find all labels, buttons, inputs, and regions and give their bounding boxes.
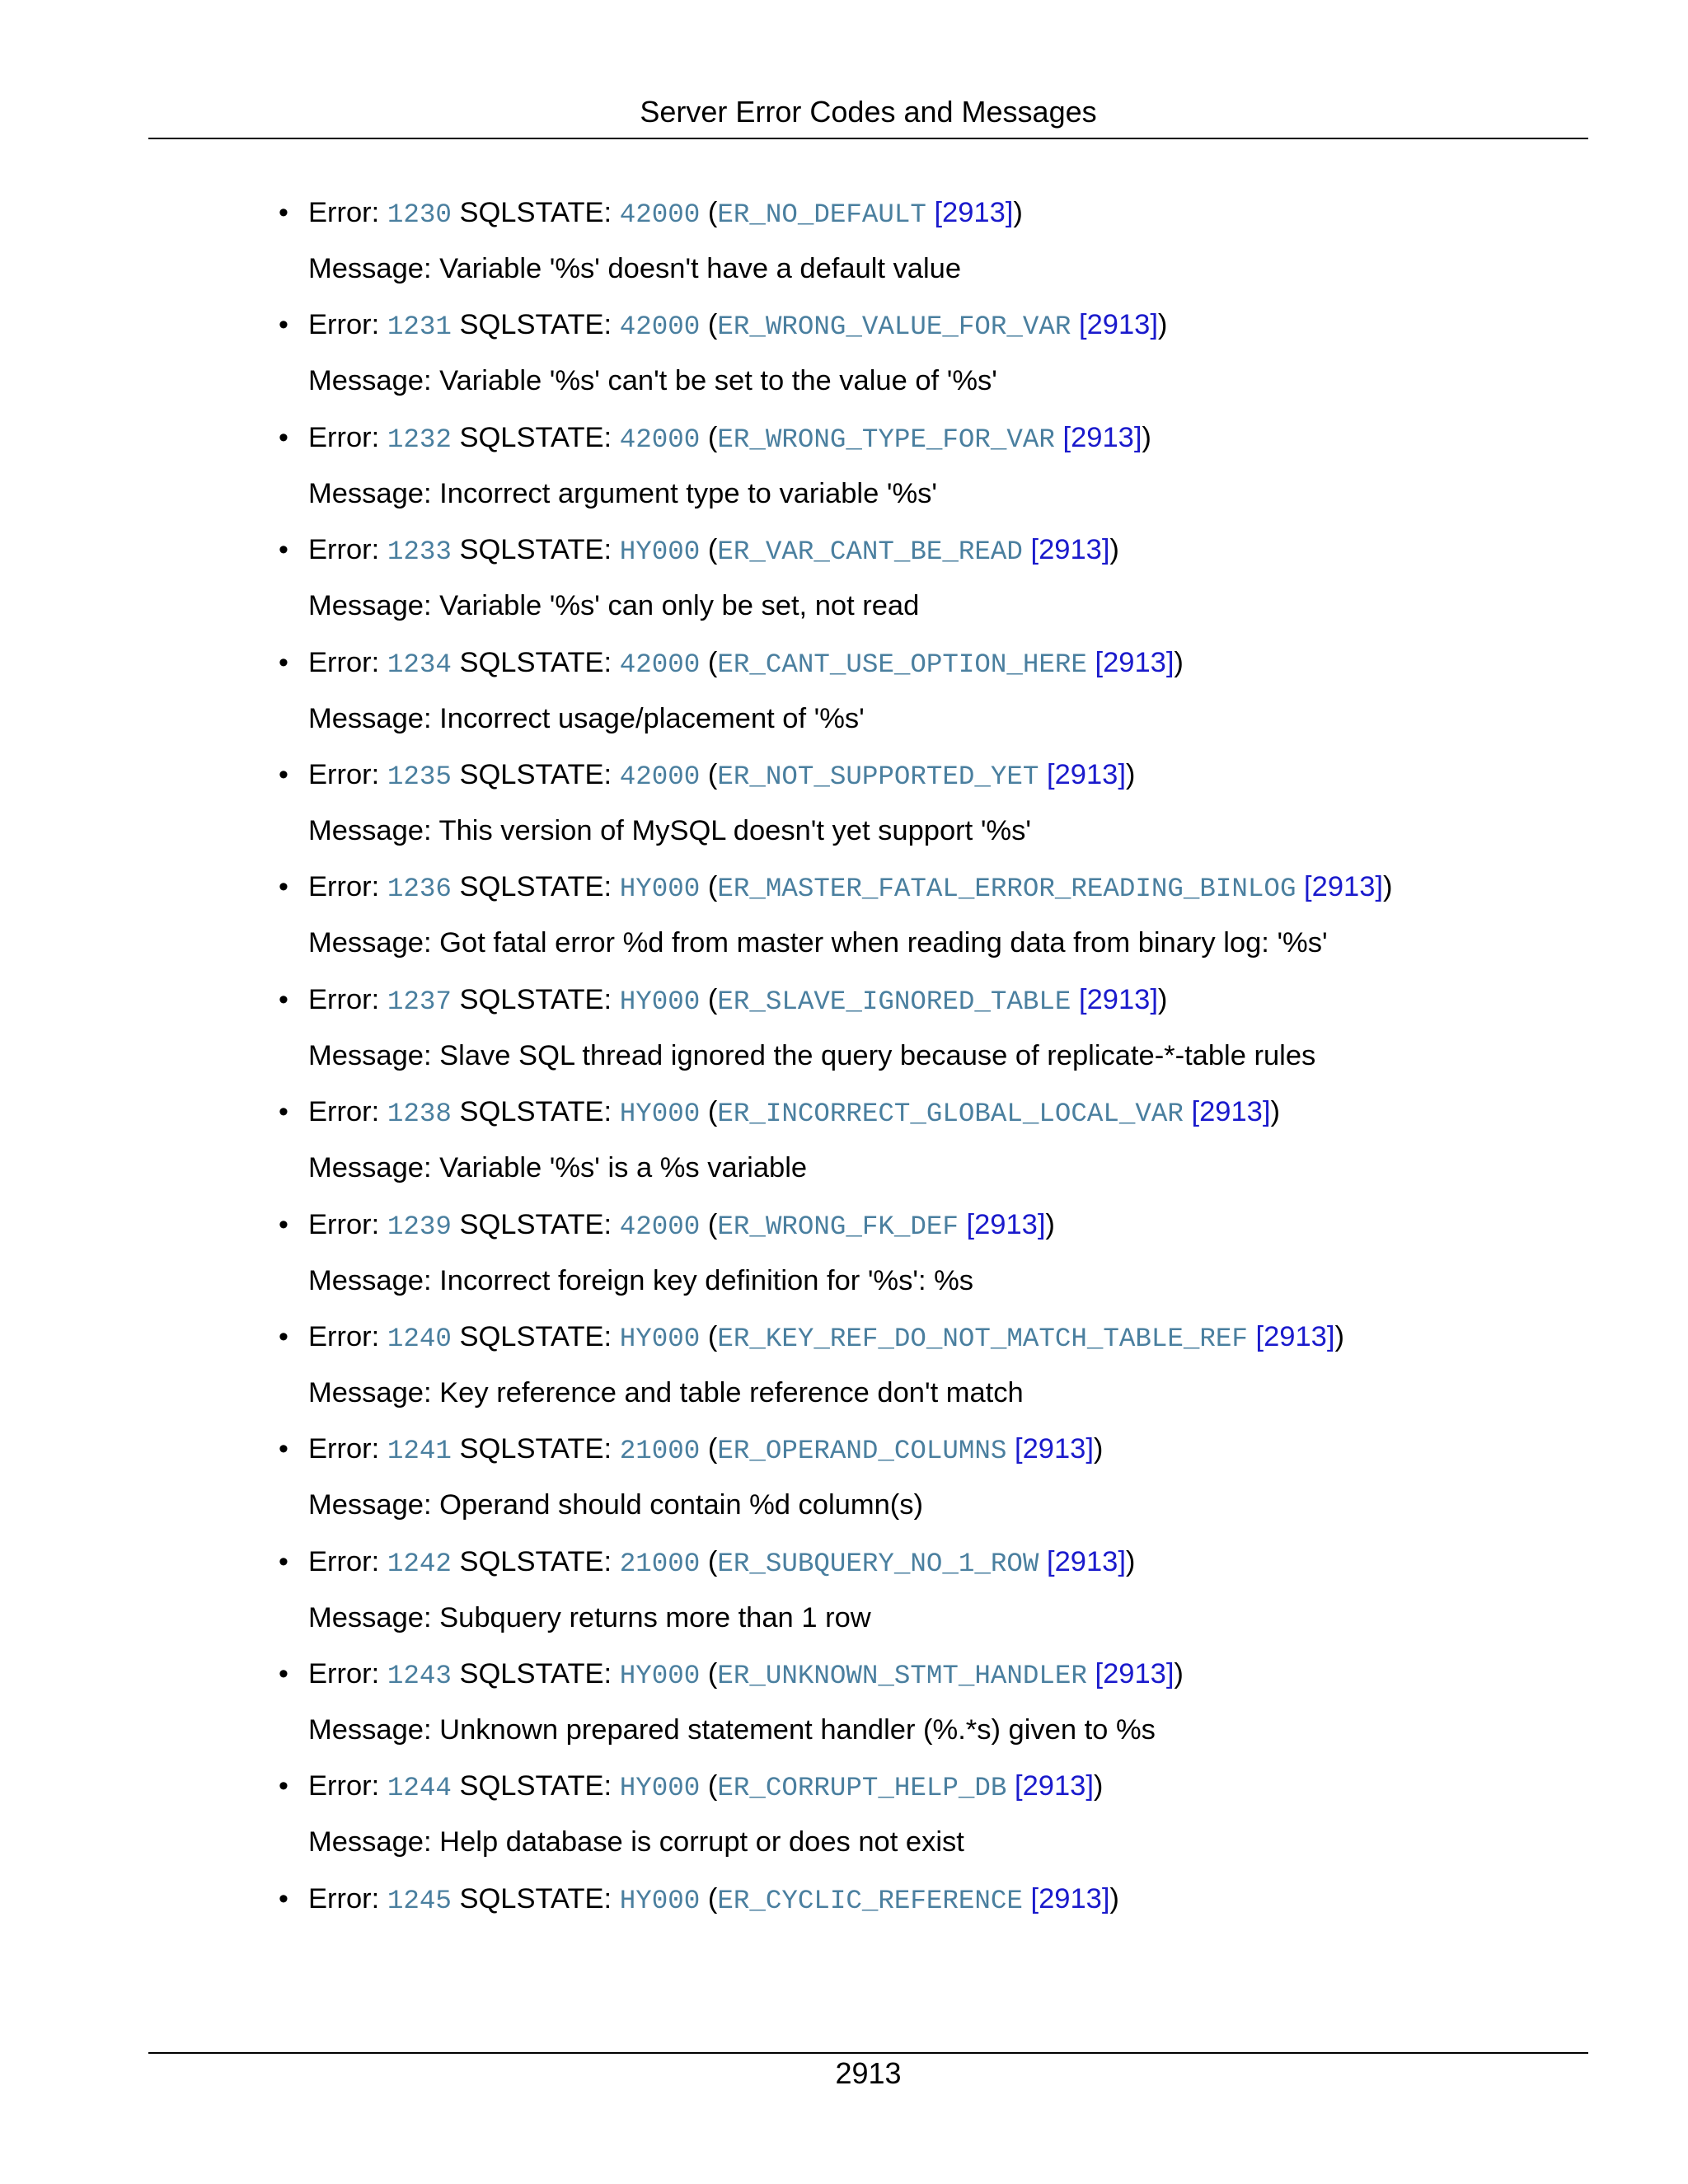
error-code[interactable]: 1235 [387, 761, 452, 792]
sqlstate-label: SQLSTATE: [451, 1433, 620, 1465]
page-reference-link[interactable]: [2913] [934, 197, 1014, 228]
sqlstate-code[interactable]: 42000 [619, 424, 701, 455]
message-line [308, 1146, 807, 1189]
message-text: This version of MySQL doesn't yet support '%s' [438, 814, 1031, 846]
page-reference-link[interactable]: [2913] [966, 1208, 1046, 1240]
error-line [308, 1540, 1135, 1586]
error-code[interactable]: 1245 [387, 1885, 452, 1916]
sqlstate-code[interactable]: HY000 [619, 1773, 701, 1804]
error-line [308, 191, 1023, 237]
error-line [308, 641, 1184, 687]
list-item [0, 191, 1688, 303]
close-paren: ) [1382, 871, 1393, 903]
list-item [0, 1652, 1688, 1765]
error-label: Error: [308, 309, 387, 341]
close-paren: ) [1125, 1545, 1136, 1577]
sqlstate-label: SQLSTATE: [451, 983, 620, 1015]
page-reference-link[interactable]: [2913] [1191, 1096, 1271, 1128]
message-line [308, 359, 997, 402]
page-reference-link[interactable]: [2913] [1255, 1320, 1335, 1352]
list-item [0, 1090, 1688, 1202]
page-reference-link[interactable]: [2913] [1062, 421, 1142, 453]
error-symbol-link[interactable]: ER_CANT_USE_OPTION_HERE [717, 649, 1087, 680]
error-line [308, 1203, 1055, 1249]
error-code[interactable]: 1238 [387, 1099, 452, 1130]
bullet-icon: • [279, 1545, 288, 1577]
error-line [308, 1090, 1280, 1136]
message-line [308, 1483, 923, 1526]
message-text: Slave SQL thread ignored the query because of replicate-*-table rules [439, 1039, 1316, 1071]
close-paren: ) [1109, 1882, 1119, 1915]
message-text: Unknown prepared statement handler (%.*s) given to %s [439, 1714, 1156, 1746]
sqlstate-label: SQLSTATE: [451, 534, 620, 566]
error-label: Error: [308, 1658, 387, 1690]
list-item [0, 416, 1688, 528]
error-label: Error: [308, 1545, 387, 1577]
error-line [308, 303, 1167, 349]
list-item [0, 641, 1688, 753]
error-code[interactable]: 1236 [387, 874, 452, 905]
open-paren: ( [700, 534, 718, 566]
error-label: Error: [308, 421, 387, 453]
error-symbol-link[interactable]: ER_NOT_SUPPORTED_YET [717, 761, 1039, 792]
error-line [308, 1765, 1103, 1810]
footer-rule [148, 2052, 1588, 2054]
message-label: Message: [308, 1264, 440, 1296]
error-symbol-link[interactable]: ER_CYCLIC_REFERENCE [717, 1885, 1023, 1916]
message-line [308, 1259, 973, 1302]
sqlstate-code[interactable]: 42000 [619, 1211, 701, 1242]
sqlstate-label: SQLSTATE: [451, 758, 620, 790]
message-text: Subquery returns more than 1 row [439, 1601, 871, 1633]
close-paren: ) [1045, 1208, 1055, 1240]
message-text: Key reference and table reference don't match [439, 1376, 1024, 1408]
message-label: Message: [308, 365, 440, 397]
list-item [0, 865, 1688, 977]
message-label: Message: [308, 1601, 440, 1633]
close-paren: ) [1093, 1433, 1104, 1465]
list-item [0, 753, 1688, 865]
error-symbol-link[interactable]: ER_SLAVE_IGNORED_TABLE [717, 986, 1071, 1017]
error-code[interactable]: 1232 [387, 424, 452, 455]
sqlstate-label: SQLSTATE: [451, 309, 620, 341]
close-paren: ) [1270, 1096, 1280, 1128]
bullet-icon: • [279, 871, 288, 903]
sqlstate-label: SQLSTATE: [451, 1096, 620, 1128]
message-label: Message: [308, 477, 440, 509]
message-line [308, 1034, 1315, 1077]
error-label: Error: [308, 1208, 387, 1240]
page-reference-link[interactable]: [2913] [1079, 983, 1158, 1015]
message-text: Variable '%s' can only be set, not read [439, 590, 920, 622]
sqlstate-code[interactable]: HY000 [619, 986, 701, 1017]
page-reference-link[interactable]: [2913] [1079, 309, 1158, 341]
sqlstate-label: SQLSTATE: [451, 421, 620, 453]
message-line [308, 1708, 1156, 1751]
close-paren: ) [1334, 1320, 1344, 1352]
error-line [308, 753, 1135, 799]
error-label: Error: [308, 1882, 387, 1915]
error-code[interactable]: 1241 [387, 1436, 452, 1467]
sqlstate-code[interactable]: HY000 [619, 1099, 701, 1130]
error-symbol-link[interactable]: ER_VAR_CANT_BE_READ [717, 537, 1023, 568]
error-symbol-link[interactable]: ER_KEY_REF_DO_NOT_MATCH_TABLE_REF [717, 1323, 1248, 1354]
bullet-icon: • [279, 1208, 288, 1240]
error-line [308, 1315, 1344, 1361]
sqlstate-label: SQLSTATE: [451, 197, 620, 228]
close-paren: ) [1157, 309, 1168, 341]
message-text: Got fatal error %d from master when reading data from binary log: '%s' [439, 927, 1328, 959]
sqlstate-code[interactable]: 21000 [619, 1548, 701, 1579]
sqlstate-code[interactable]: HY000 [619, 1885, 701, 1916]
page-reference-link[interactable]: [2913] [1030, 534, 1110, 566]
page-reference-link[interactable]: [2913] [1047, 1545, 1126, 1577]
error-line [308, 1877, 1119, 1923]
message-text: Variable '%s' is a %s variable [439, 1152, 808, 1184]
error-label: Error: [308, 1096, 387, 1128]
open-paren: ( [700, 646, 718, 678]
error-symbol-link[interactable]: ER_WRONG_TYPE_FOR_VAR [717, 424, 1055, 455]
list-item [0, 1540, 1688, 1652]
open-paren: ( [700, 1208, 718, 1240]
sqlstate-code[interactable]: HY000 [619, 874, 701, 905]
close-paren: ) [1174, 646, 1184, 678]
message-label: Message: [308, 1376, 440, 1408]
bullet-icon: • [279, 1096, 288, 1128]
message-label: Message: [308, 1714, 440, 1746]
message-text: Incorrect argument type to variable '%s' [439, 477, 937, 509]
error-code[interactable]: 1233 [387, 537, 452, 568]
close-paren: ) [1109, 534, 1119, 566]
bullet-icon: • [279, 534, 288, 566]
message-label: Message: [308, 253, 440, 284]
message-text: Variable '%s' doesn't have a default value [439, 253, 962, 284]
bullet-icon: • [279, 646, 288, 678]
message-line [308, 584, 919, 627]
open-paren: ( [700, 758, 718, 790]
sqlstate-label: SQLSTATE: [451, 1770, 620, 1802]
message-label: Message: [308, 814, 439, 846]
list-item [0, 1427, 1688, 1540]
error-line [308, 978, 1167, 1024]
message-label: Message: [308, 1826, 440, 1858]
bullet-icon: • [279, 1882, 288, 1915]
page-reference-link[interactable]: [2913] [1304, 871, 1383, 903]
page-number: 2913 [835, 2056, 902, 2090]
message-text: Incorrect foreign key definition for '%s': %s [439, 1264, 974, 1296]
message-text: Incorrect usage/placement of '%s' [439, 702, 865, 734]
message-label: Message: [308, 927, 440, 959]
bullet-icon: • [279, 1658, 288, 1690]
page-reference-link[interactable]: [2913] [1095, 1658, 1175, 1690]
message-label: Message: [308, 1039, 440, 1071]
sqlstate-label: SQLSTATE: [451, 1882, 620, 1915]
list-item [0, 1315, 1688, 1427]
error-symbol-link[interactable]: ER_OPERAND_COLUMNS [717, 1436, 1007, 1467]
list-item [0, 978, 1688, 1090]
error-symbol-link[interactable]: ER_MASTER_FATAL_ERROR_READING_BINLOG [717, 874, 1296, 905]
error-symbol-link[interactable]: ER_WRONG_VALUE_FOR_VAR [717, 312, 1071, 343]
message-label: Message: [308, 702, 440, 734]
sqlstate-code[interactable]: 21000 [619, 1436, 701, 1467]
error-label: Error: [308, 983, 387, 1015]
sqlstate-label: SQLSTATE: [451, 1208, 620, 1240]
open-paren: ( [700, 1433, 718, 1465]
error-code[interactable]: 1243 [387, 1661, 452, 1692]
sqlstate-code[interactable]: 42000 [619, 199, 701, 230]
page-reference-link[interactable]: [2913] [1014, 1770, 1094, 1802]
message-line [308, 921, 1328, 964]
error-line [308, 1652, 1184, 1698]
page-reference-link[interactable]: [2913] [1030, 1882, 1110, 1915]
error-symbol-link[interactable]: ER_NO_DEFAULT [717, 199, 926, 230]
error-line [308, 416, 1151, 462]
error-label: Error: [308, 1433, 387, 1465]
close-paren: ) [1093, 1770, 1104, 1802]
bullet-icon: • [279, 309, 288, 341]
list-item [0, 1877, 1688, 1990]
error-code[interactable]: 1240 [387, 1323, 452, 1354]
bullet-icon: • [279, 1320, 288, 1352]
message-label: Message: [308, 1489, 440, 1521]
sqlstate-label: SQLSTATE: [451, 1545, 620, 1577]
open-paren: ( [700, 1658, 718, 1690]
error-code[interactable]: 1237 [387, 986, 452, 1017]
close-paren: ) [1125, 758, 1136, 790]
error-label: Error: [308, 1320, 387, 1352]
header-rule [148, 138, 1588, 139]
message-line [308, 472, 937, 515]
error-symbol-link[interactable]: ER_WRONG_FK_DEF [717, 1211, 959, 1242]
error-symbol-link[interactable]: ER_INCORRECT_GLOBAL_LOCAL_VAR [717, 1099, 1184, 1130]
sqlstate-code[interactable]: HY000 [619, 1323, 701, 1354]
error-line [308, 865, 1392, 911]
list-item [0, 528, 1688, 640]
open-paren: ( [700, 309, 718, 341]
bullet-icon: • [279, 758, 288, 790]
list-item [0, 1203, 1688, 1315]
message-line [308, 1821, 964, 1863]
bullet-icon: • [279, 983, 288, 1015]
message-line [308, 1596, 871, 1639]
open-paren: ( [700, 1096, 718, 1128]
error-symbol-link[interactable]: ER_UNKNOWN_STMT_HANDLER [717, 1661, 1087, 1692]
error-code[interactable]: 1239 [387, 1211, 452, 1242]
error-code[interactable]: 1244 [387, 1773, 452, 1804]
sqlstate-label: SQLSTATE: [451, 1658, 620, 1690]
message-line [308, 1371, 1024, 1414]
error-line [308, 1427, 1103, 1473]
close-paren: ) [1013, 197, 1023, 228]
error-list [0, 191, 1688, 1990]
sqlstate-code[interactable]: HY000 [619, 1661, 701, 1692]
open-paren: ( [700, 421, 718, 453]
bullet-icon: • [279, 1770, 288, 1802]
message-label: Message: [308, 1152, 440, 1184]
bullet-icon: • [279, 1433, 288, 1465]
error-code[interactable]: 1234 [387, 649, 452, 680]
error-line [308, 528, 1119, 574]
message-line [308, 247, 961, 290]
error-label: Error: [308, 534, 387, 566]
open-paren: ( [700, 1320, 718, 1352]
close-paren: ) [1157, 983, 1168, 1015]
open-paren: ( [700, 197, 718, 228]
open-paren: ( [700, 1882, 718, 1915]
error-label: Error: [308, 871, 387, 903]
message-line [308, 809, 1031, 852]
list-item [0, 1765, 1688, 1877]
error-symbol-link[interactable]: ER_CORRUPT_HELP_DB [717, 1773, 1007, 1804]
sqlstate-code[interactable]: 42000 [619, 649, 701, 680]
error-code[interactable]: 1231 [387, 312, 452, 343]
sqlstate-code[interactable]: 42000 [619, 761, 701, 792]
sqlstate-code[interactable]: 42000 [619, 312, 701, 343]
list-item [0, 303, 1688, 415]
bullet-icon: • [279, 197, 288, 228]
error-code[interactable]: 1242 [387, 1548, 452, 1579]
bullet-icon: • [279, 421, 288, 453]
sqlstate-label: SQLSTATE: [451, 871, 620, 903]
open-paren: ( [700, 1545, 718, 1577]
sqlstate-label: SQLSTATE: [451, 646, 620, 678]
error-code[interactable]: 1230 [387, 199, 452, 230]
message-text: Operand should contain %d column(s) [439, 1489, 923, 1521]
error-symbol-link[interactable]: ER_SUBQUERY_NO_1_ROW [717, 1548, 1039, 1579]
sqlstate-label: SQLSTATE: [451, 1320, 620, 1352]
error-label: Error: [308, 197, 387, 228]
open-paren: ( [700, 983, 718, 1015]
message-text: Help database is corrupt or does not exist [439, 1826, 964, 1858]
error-label: Error: [308, 646, 387, 678]
close-paren: ) [1174, 1658, 1184, 1690]
message-line [308, 697, 865, 740]
sqlstate-code[interactable]: HY000 [619, 537, 701, 568]
error-label: Error: [308, 758, 387, 790]
open-paren: ( [700, 871, 718, 903]
error-label: Error: [308, 1770, 387, 1802]
page-reference-link[interactable]: [2913] [1014, 1433, 1094, 1465]
message-label: Message: [308, 590, 440, 622]
page-reference-link[interactable]: [2913] [1047, 758, 1126, 790]
open-paren: ( [700, 1770, 718, 1802]
page-header-title: Server Error Codes and Messages [640, 95, 1097, 129]
message-text: Variable '%s' can't be set to the value of '%s' [439, 365, 997, 397]
close-paren: ) [1142, 421, 1151, 453]
page-reference-link[interactable]: [2913] [1095, 646, 1175, 678]
